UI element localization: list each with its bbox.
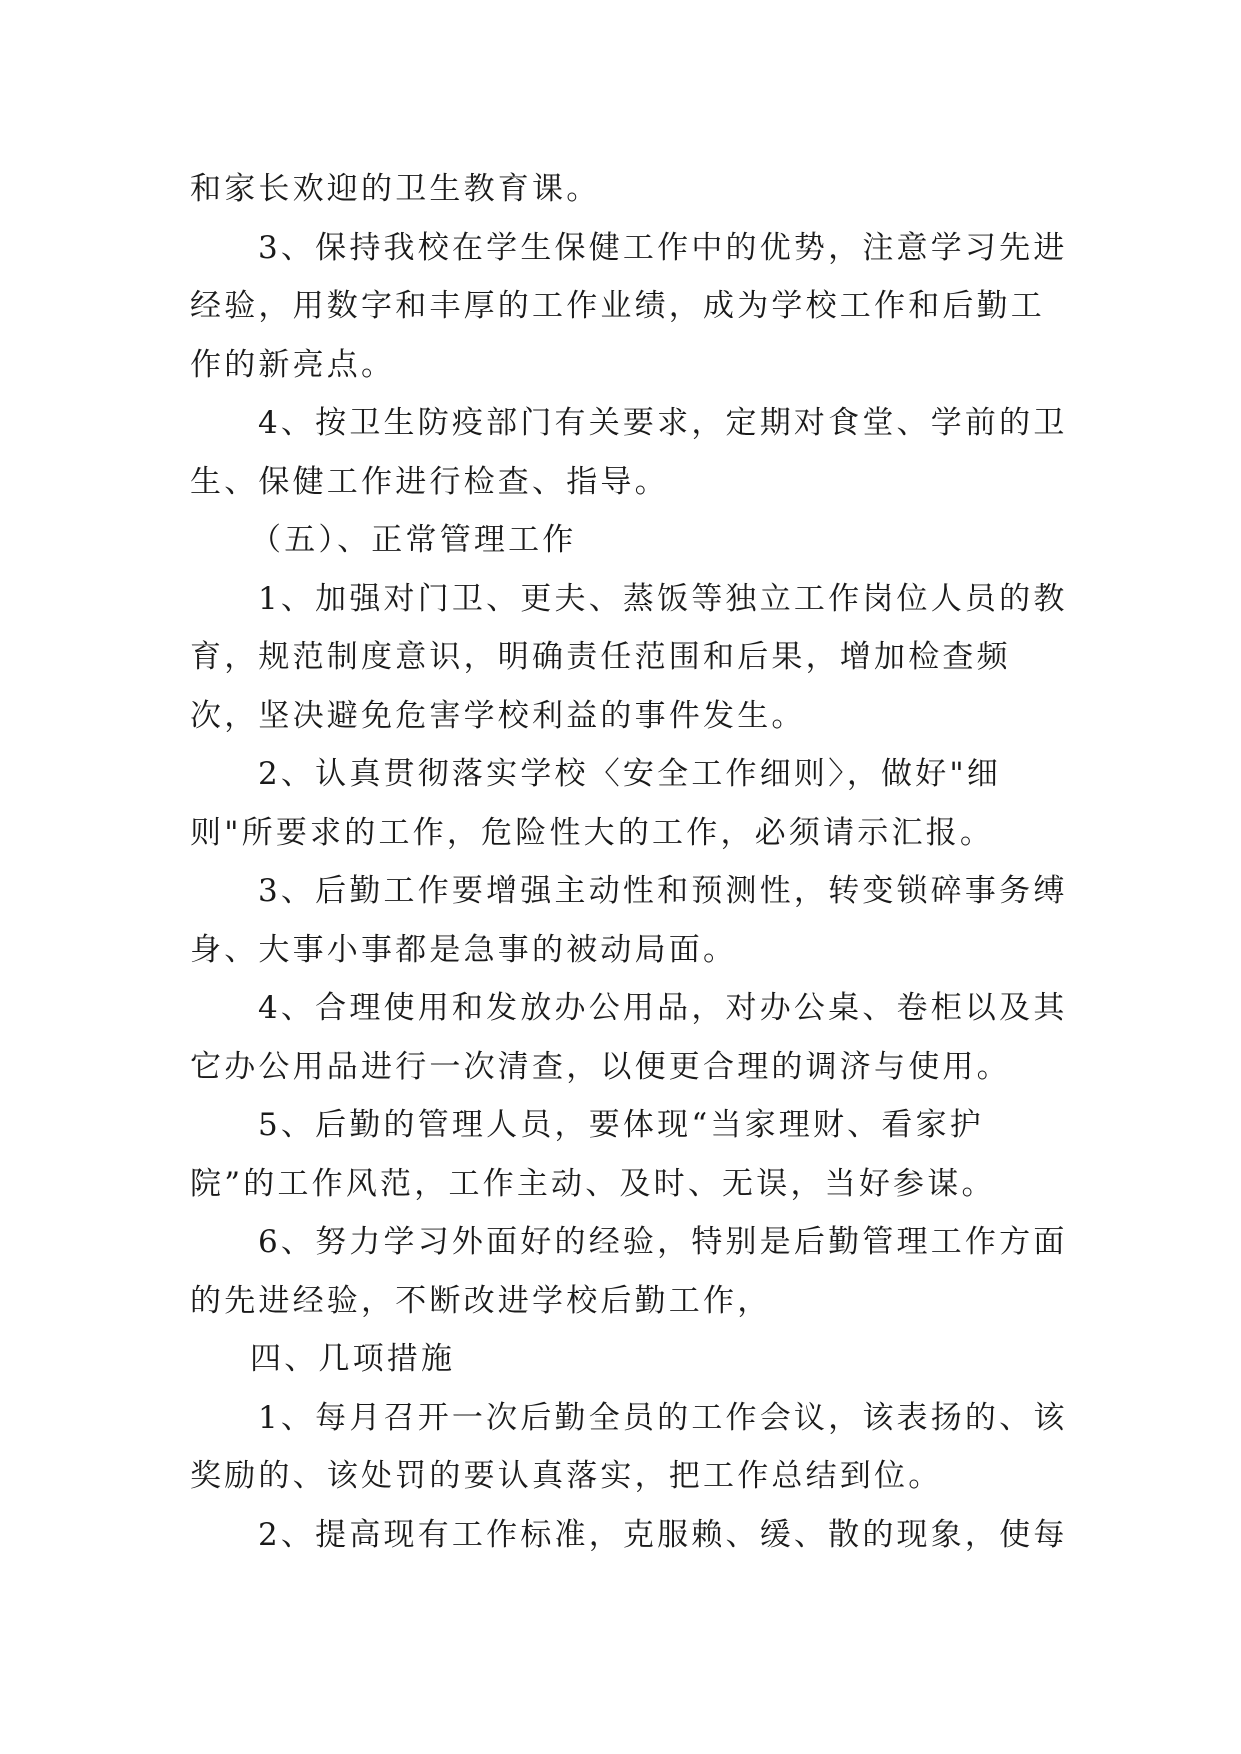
paragraph-item-3-health: 3、保持我校在学生保健工作中的优势，注意学习先进经验，用数字和丰厚的工作业绩，成为学校工作和后勤工作的新亮点。 bbox=[190, 229, 1068, 383]
section-heading-routine-management: （五）、正常管理工作 bbox=[250, 522, 577, 558]
paragraph-continuation: 和家长欢迎的卫生教育课。 bbox=[190, 171, 601, 207]
paragraph-item-1-staff-education: 1、加强对门卫、更夫、蒸饭等独立工作岗位人员的教育，规范制度意识，明确责任范围和后果，增加检查频次，坚决避免危害学校利益的事件发生。 bbox=[190, 580, 1068, 734]
paragraph-item-4-office-supplies: 4、合理使用和发放办公用品，对办公桌、卷柜以及其它办公用品进行一次清查，以便更合理的调济与使用。 bbox=[190, 990, 1068, 1085]
paragraph-item-3-initiative: 3、后勤工作要增强主动性和预测性，转变锁碎事务缚身、大事小事都是急事的被动局面。 bbox=[190, 873, 1068, 968]
paragraph-measure-2-standards: 2、提高现有工作标准，克服赖、缓、散的现象，使每 bbox=[258, 1516, 1068, 1553]
paragraph-item-6-learning: 6、努力学习外面好的经验，特别是后勤管理工作方面的先进经验，不断改进学校后勤工作， bbox=[190, 1224, 1068, 1319]
paragraph-item-4-inspection: 4、按卫生防疫部门有关要求，定期对食堂、学前的卫生、保健工作进行检查、指导。 bbox=[190, 405, 1068, 500]
section-heading-measures: 四、几项措施 bbox=[250, 1341, 456, 1377]
paragraph-item-2-safety-rules: 2、认真贯彻落实学校〈安全工作细则〉，做好"细则"所要求的工作，危险性大的工作，必须请示汇报。 bbox=[190, 756, 1002, 851]
document-body bbox=[190, 160, 1070, 1564]
paragraph-item-5-managers: 5、后勤的管理人员，要体现“当家理财、看家护院”的工作风范，工作主动、及时、无误，当好参谋。 bbox=[190, 1107, 996, 1202]
paragraph-measure-1-meetings: 1、每月召开一次后勤全员的工作会议，该表扬的、该奖励的、该处罚的要认真落实，把工作总结到位。 bbox=[190, 1399, 1068, 1494]
